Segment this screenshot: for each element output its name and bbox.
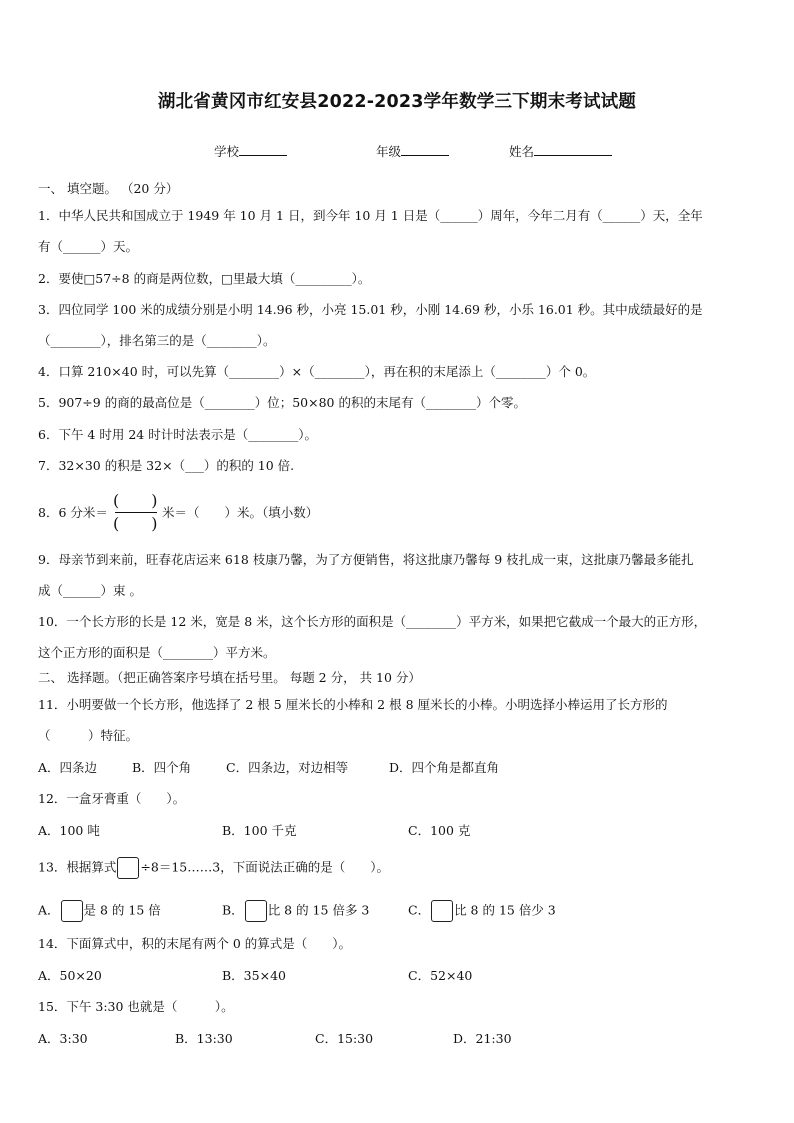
q11-option-b: B．四个角 bbox=[132, 760, 192, 775]
q15-option-b: B．13:30 bbox=[175, 1031, 233, 1046]
question-9-line-1: 9．母亲节到来前，旺春花店运来 618 枝康乃馨，为了方便销售，将这批康乃馨每 9 枝扎成一束，这批康乃馨最多能扎 bbox=[38, 552, 694, 567]
q15-option-d: D．21:30 bbox=[453, 1031, 512, 1046]
q12-option-b: B．100 千克 bbox=[222, 823, 297, 838]
name-label: 姓名 bbox=[509, 144, 535, 159]
q13-option-c-box bbox=[431, 900, 453, 922]
question-10-line-1: 10．一个长方形的长是 12 米，宽是 8 米，这个长方形的面积是（________）平方米，如果把它截成一个最大的正方形， bbox=[38, 614, 707, 629]
question-1-line-1: 1．中华人民共和国成立于 1949 年 10 月 1 日，到今年 10 月 1 日是（______）周年，今年二月有（______）天，全年 bbox=[38, 208, 703, 223]
question-2: 2．要使□57÷8 的商是两位数，□里最大填（_________）。 bbox=[38, 271, 371, 286]
question-12: 12．一盒牙膏重（ ）。 bbox=[38, 791, 186, 806]
school-blank bbox=[239, 143, 287, 156]
q13-option-a-box bbox=[61, 900, 83, 922]
q13-option-a-letter: A． bbox=[38, 902, 60, 918]
question-3-line-1: 3．四位同学 100 米的成绩分别是小明 14.96 秒，小亮 15.01 秒，小刚 14.69 秒，小乐 16.01 秒。其中成绩最好的是 bbox=[38, 302, 703, 317]
grade-label: 年级 bbox=[376, 144, 402, 159]
question-13 bbox=[38, 857, 758, 879]
q11-option-d: D．四个角是都直角 bbox=[389, 760, 500, 775]
question-3-line-2: （________），排名第三的是（________）。 bbox=[38, 333, 276, 348]
q13-option-c-letter: C． bbox=[408, 902, 431, 918]
q11-option-c: C．四条边，对边相等 bbox=[226, 760, 349, 775]
question-8-suffix: 米＝（ ）米。（填小数） bbox=[162, 505, 319, 520]
question-8-fraction bbox=[113, 490, 159, 536]
question-11-line-2: （ ）特征。 bbox=[38, 728, 139, 743]
question-13-suffix: ÷8＝15……3，下面说法正确的是（ ）。 bbox=[140, 859, 389, 875]
fraction-denominator-blank: ( ) bbox=[113, 514, 158, 533]
q12-option-a: A．100 吨 bbox=[38, 823, 100, 838]
section-heading-fill-in: 一、 填空题。 （20 分） bbox=[38, 181, 179, 196]
question-7: 7．32×30 的积是 32×（___）的积的 10 倍. bbox=[38, 458, 295, 473]
q12-option-c: C．100 克 bbox=[408, 823, 471, 838]
q15-option-c: C．15:30 bbox=[315, 1031, 374, 1046]
q11-option-a: A．四条边 bbox=[38, 760, 98, 775]
q15-option-a: A．3:30 bbox=[38, 1031, 88, 1046]
fraction-numerator-blank: ( ) bbox=[113, 491, 158, 510]
q14-option-c: C．52×40 bbox=[408, 968, 473, 983]
school-label: 学校 bbox=[214, 144, 240, 159]
school-field bbox=[214, 142, 287, 160]
grade-field bbox=[376, 142, 449, 160]
q13-option-a bbox=[38, 900, 161, 922]
q14-option-a: A．50×20 bbox=[38, 968, 102, 983]
q13-option-b bbox=[222, 900, 369, 922]
question-15: 15．下午 3:30 也就是（ ）。 bbox=[38, 999, 234, 1014]
grade-blank bbox=[401, 143, 449, 156]
q13-option-b-text: 比 8 的 15 倍多 3 bbox=[267, 902, 370, 918]
q13-option-c bbox=[408, 900, 556, 922]
q13-option-c-text: 比 8 的 15 倍少 3 bbox=[454, 902, 556, 918]
question-4: 4．口算 210×40 时，可以先算（________）×（________），再在积的末尾添上（________）个 0。 bbox=[38, 364, 596, 379]
q13-option-b-letter: B． bbox=[222, 902, 244, 918]
section-heading-multiple-choice: 二、 选择题。（把正确答案序号填在括号里。 每题 2 分， 共 10 分） bbox=[38, 670, 421, 685]
question-8-prefix: 8．6 分米＝ bbox=[38, 505, 108, 520]
dividend-box bbox=[117, 857, 139, 879]
question-1-line-2: 有（______）天。 bbox=[38, 239, 139, 254]
q13-option-a-text: 是 8 的 15 倍 bbox=[83, 902, 161, 918]
page-title: 湖北省黄冈市红安县2022-2023学年数学三下期末考试试题 bbox=[157, 92, 637, 112]
question-9-line-2: 成（______）束 。 bbox=[38, 583, 142, 598]
q13-option-b-box bbox=[245, 900, 267, 922]
question-6: 6．下午 4 时用 24 时计时法表示是（________）。 bbox=[38, 427, 317, 442]
question-10-line-2: 这个正方形的面积是（________）平方米。 bbox=[38, 645, 276, 660]
name-field bbox=[509, 142, 612, 160]
name-blank bbox=[534, 143, 612, 156]
question-13-prefix: 13．根据算式 bbox=[38, 859, 117, 875]
question-11-line-1: 11．小明要做一个长方形，他选择了 2 根 5 厘米长的小棒和 2 根 8 厘米长的小棒。小明选择小棒运用了长方形的 bbox=[38, 697, 668, 712]
fraction-bar bbox=[115, 512, 157, 513]
question-5: 5．907÷9 的商的最高位是（________）位；50×80 的积的末尾有（________）个零。 bbox=[38, 395, 526, 410]
question-14: 14．下面算式中，积的末尾有两个 0 的算式是（ ）。 bbox=[38, 936, 352, 951]
q14-option-b: B．35×40 bbox=[222, 968, 286, 983]
